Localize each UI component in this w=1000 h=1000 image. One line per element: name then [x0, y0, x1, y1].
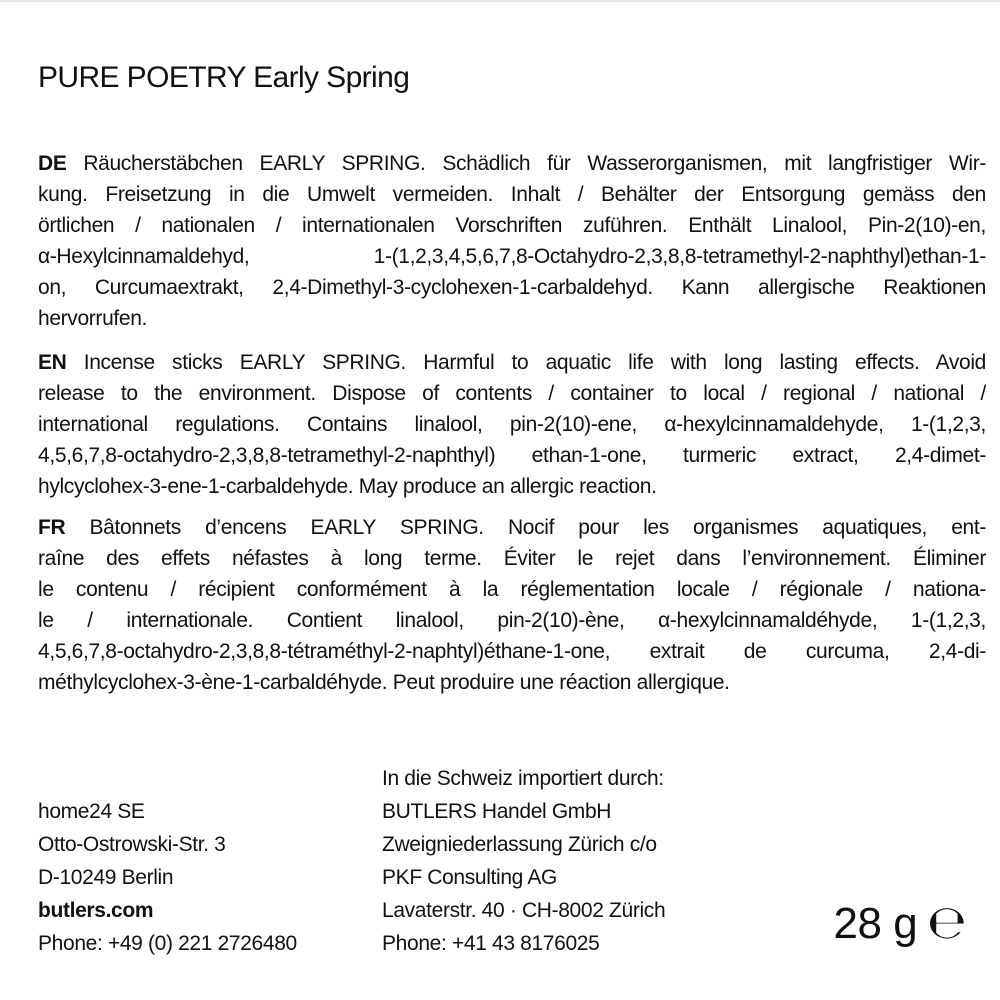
paragraph-en: EN Incense sticks EARLY SPRING. Harmful to aquatic life with long lasting effects. Avoid release to the environment. Dispose of contents / container to local / regional / national / international regulations. Contains linalool, pin-2(10)-ene, α-hexylcinnamaldehyde, 1-(1,2,3, 4,5,6,7,8-octahydro-2,3,8,8-tetramethyl-2-naphthyl) ethan-1-one, turmeric extract, 2,4-dimet- hylcyclohex-3-ene-1-carbaldehyde. May produce an allergic reaction. — [38, 351, 986, 498]
product-title: PURE POETRY Early Spring — [38, 61, 410, 94]
paragraph-fr: FR Bâtonnets d’encens EARLY SPRING. Nocif pour les organismes aquatiques, ent- raîne des effets néfastes à long terme. Éviter le rejet dans l’environnement. Éliminer le contenu / récipient conformément à la réglementation locale / régionale / nationa- le / internationale. Contient linalool, pin-2(10)-ène, α-hexylcinnamaldéhyde, 1-(1,2,3, 4,5,6,7,8-octahydro-2,3,8,8-tétraméthyl-2-naphtyl)éthane-1-one, extrait de curcuma, 2,4-di- méthylcyclohex-3-ène-1-carbaldéhyde. Peut produire une réaction allergique. — [38, 516, 986, 694]
estimated-sign: ℮ — [927, 895, 966, 949]
importer-address: In die Schweiz importiert durch: BUTLERS Handel GmbH Zweigniederlassung Zürich c/o PKF Consulting AG Lavaterstr. 40 · CH-8002 Zürich Phone: +41 43 8176025 — [382, 767, 666, 955]
net-weight — [834, 896, 966, 950]
manufacturer-address: home24 SE Otto-Ostrowski-Str. 3 D-10249 Berlin butlers.com Phone: +49 (0) 221 2726480 — [38, 800, 297, 955]
paragraph-de: DE Räucherstäbchen EARLY SPRING. Schädlich für Wasserorganismen, mit langfristiger Wir- kung. Freisetzung in die Umwelt vermeiden. Inhalt / Behälter der Entsorgung gemäss den örtlichen / nationalen / internationalen Vorschriften zuführen. Enthält Linalool, Pin-2(10)-en, α-Hexylcinnamaldehyd, 1-(1,2,3,4,5,6,7,8-Octahydro-2,3,8,8-tetramethyl-2-naphthyl)ethan-1- on, Curcumaextrakt, 2,4-Dimethyl-3-cyclohexen-1-carbaldehyd. Kann allergische Reaktionen hervorrufen. — [38, 152, 986, 330]
scan-edge-line — [0, 0, 1000, 2]
net-weight-value: 28 g — [833, 899, 918, 948]
